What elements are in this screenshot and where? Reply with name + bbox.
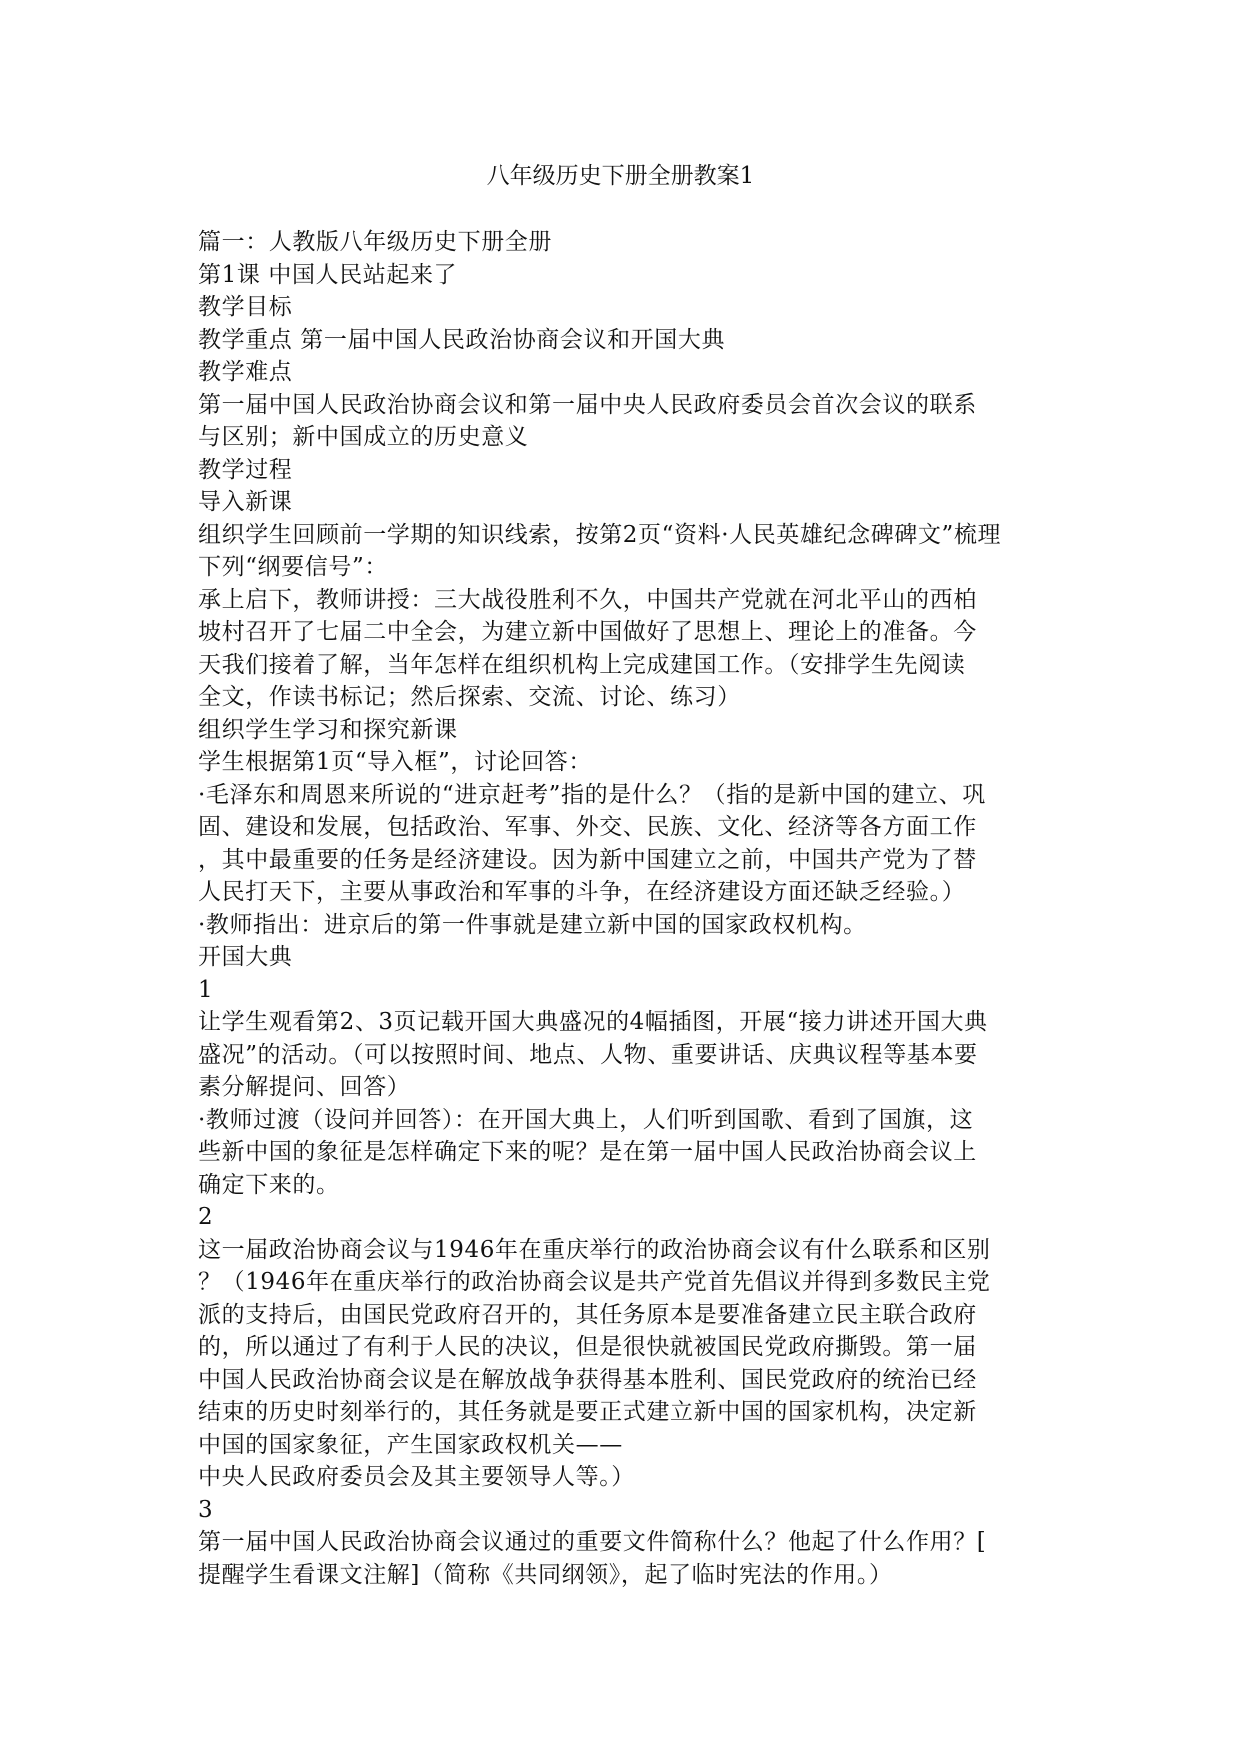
text-line: 教学重点 第一届中国人民政治协商会议和开国大典 (198, 326, 726, 353)
text-line: ·教师过渡（设问并回答）：在开国大典上，人们听到国歌、看到了国旗，这 (198, 1106, 974, 1133)
text-line: ·毛泽东和周恩来所说的“进京赶考”指的是什么？（指的是新中国的建立、巩 (198, 781, 986, 808)
text-line: 第一届中国人民政治协商会议通过的重要文件简称什么？他起了什么作用？[ (198, 1529, 987, 1555)
text-line: 提醒学生看课文注解]（简称《共同纲领》，起了临时宪法的作用。） (198, 1561, 893, 1588)
text-line: 这一届政治协商会议与1946年在重庆举行的政治协商会议有什么联系和区别 (198, 1236, 991, 1263)
text-line: 盛况”的活动。（可以按照时间、地点、人物、重要讲话、庆典议程等基本要 (198, 1041, 978, 1068)
text-line: ·教师指出：进京后的第一件事就是建立新中国的国家政权机构。 (198, 911, 867, 938)
text-line: 开国大典 (198, 944, 293, 970)
text-line: 组织学生学习和探究新课 (198, 716, 458, 743)
text-line: 中国的国家象征，产生国家政权机关—— (198, 1431, 623, 1458)
text-line: 第一届中国人民政治协商会议和第一届中央人民政府委员会首次会议的联系 (198, 391, 977, 418)
text-line: 人民打天下，主要从事政治和军事的斗争，在经济建设方面还缺乏经验。） (198, 879, 966, 905)
text-line: 与区别；新中国成立的历史意义 (198, 424, 529, 450)
text-line: ？（1946年在重庆举行的政治协商会议是共产党首先倡议并得到多数民主党 (198, 1269, 991, 1295)
text-line: 下列“纲要信号”： (198, 554, 388, 580)
text-line: 让学生观看第2、3页记载开国大典盛况的4幅插图，开展“接力讲述开国大典 (198, 1009, 988, 1035)
text-line: 的，所以通过了有利于人民的决议，但是很快就被国民党政府撕毁。第一届 (198, 1334, 977, 1360)
text-line: 篇一：人教版八年级历史下册全册 (198, 229, 552, 255)
text-line: 派的支持后，由国民党政府召开的，其任务原本是要准备建立民主联合政府 (198, 1301, 977, 1328)
text-line: 坡村召开了七届二中全会，为建立新中国做好了思想上、理论上的准备。今 (198, 619, 977, 645)
text-line: 素分解提问、回答） (198, 1074, 411, 1100)
text-line: 学生根据第1页“导入框”，讨论回答： (198, 749, 592, 775)
text-line: 承上启下，教师讲授：三大战役胜利不久，中国共产党就在河北平山的西柏 (198, 586, 977, 613)
text-line: 2 (198, 1204, 214, 1230)
text-line: 全文，作读书标记；然后探索、交流、讨论、练习） (198, 684, 741, 710)
text-line: 些新中国的象征是怎样确定下来的呢？是在第一届中国人民政治协商会议上 (198, 1139, 977, 1165)
text-line: 教学目标 (198, 294, 293, 320)
text-line: 中国人民政治协商会议是在解放战争获得基本胜利、国民党政府的统治已经 (198, 1366, 977, 1393)
text-line: 1 (198, 976, 214, 1003)
text-line: 3 (198, 1496, 214, 1523)
document-body (198, 226, 1058, 1591)
page-title: 八年级历史下册全册教案1 (486, 163, 755, 189)
text-line: ，其中最重要的任务是经济建设。因为新中国建立之前，中国共产党为了替 (198, 846, 977, 873)
text-line: 导入新课 (198, 489, 293, 515)
text-line: 结束的历史时刻举行的，其任务就是要正式建立新中国的国家机构，决定新 (198, 1399, 977, 1425)
text-line: 组织学生回顾前一学期的知识线索，按第2页“资料·人民英雄纪念碑碑文”梳理 (198, 521, 1002, 548)
text-line: 教学过程 (198, 456, 293, 483)
text-line: 第1课 中国人民站起来了 (198, 261, 458, 288)
text-line: 固、建设和发展，包括政治、军事、外交、民族、文化、经济等各方面工作 (198, 814, 977, 840)
text-line: 天我们接着了解，当年怎样在组织机构上完成建国工作。（安排学生先阅读 (198, 651, 966, 678)
text-line: 中央人民政府委员会及其主要领导人等。） (198, 1464, 635, 1490)
text-line: 教学难点 (198, 359, 293, 385)
text-line: 确定下来的。 (198, 1171, 340, 1198)
